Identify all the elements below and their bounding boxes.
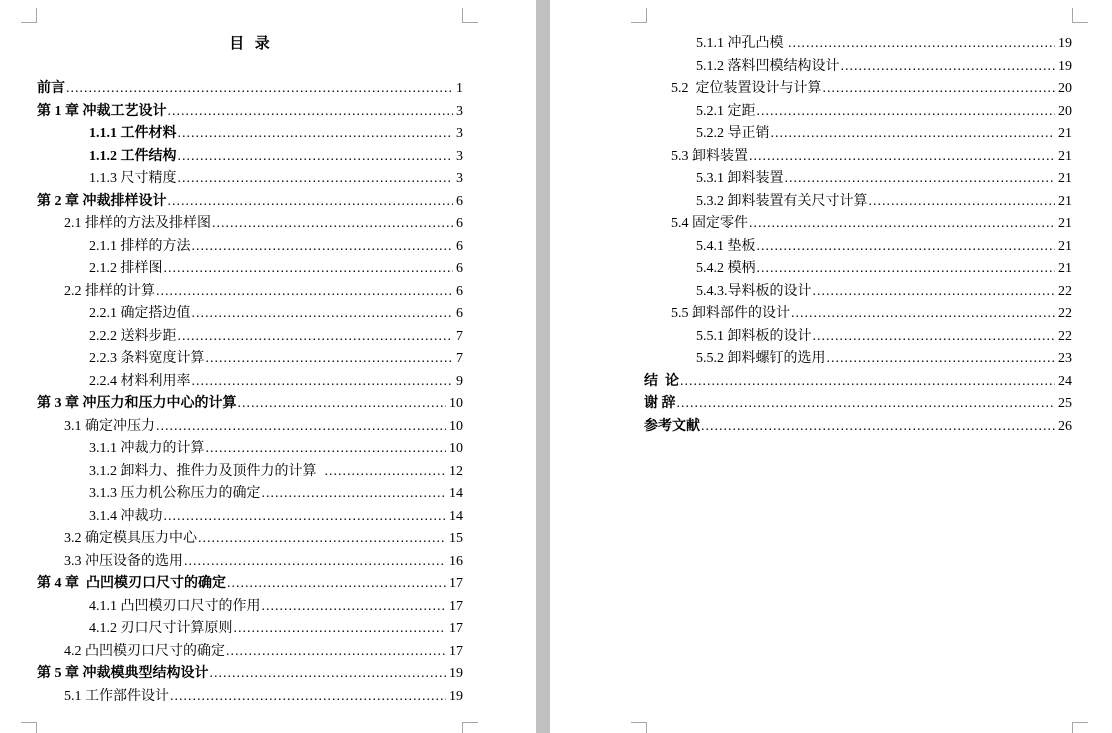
toc-entry-label: 5.4.1 垫板 <box>696 238 756 254</box>
toc-entry-label: 2.1 排样的方法及排样图 <box>64 216 211 231</box>
dot-leader <box>785 168 1056 191</box>
toc-entry[interactable] <box>37 146 463 169</box>
toc-entry[interactable] <box>644 393 1072 416</box>
toc-page-number: 17 <box>449 643 463 659</box>
toc-page-number: 21 <box>1058 126 1072 141</box>
toc-entry-label: 5.3.1 卸料装置 <box>696 171 784 186</box>
crop-mark-bottom-right <box>1072 722 1088 733</box>
toc-entry[interactable] <box>37 191 463 214</box>
toc-entry[interactable] <box>644 213 1072 236</box>
dot-leader <box>827 348 1056 371</box>
dot-leader <box>771 123 1056 146</box>
dot-leader <box>677 393 1056 416</box>
toc-page-number: 7 <box>456 328 463 344</box>
dot-leader <box>869 191 1056 214</box>
dot-leader <box>66 78 453 101</box>
toc-page-number: 14 <box>449 486 463 501</box>
toc-page-number: 6 <box>456 261 463 276</box>
dot-leader <box>226 641 446 664</box>
toc-entry[interactable] <box>37 258 463 281</box>
toc-entry-label: 3.1.2 卸料力、推件力及顶件力的计算 <box>89 463 324 479</box>
toc-page-number: 20 <box>1058 103 1072 119</box>
dot-leader <box>178 168 454 191</box>
dot-leader <box>184 551 446 574</box>
crop-mark-bottom-right <box>462 722 478 733</box>
dot-leader <box>212 213 453 236</box>
dot-leader <box>813 281 1056 304</box>
toc-entry-label: 5.5.2 卸料螺钉的选用 <box>696 351 826 366</box>
crop-mark-top-left <box>21 8 37 23</box>
toc-entry[interactable] <box>644 258 1072 281</box>
toc-page-number: 6 <box>456 306 463 321</box>
toc-entry-label: 1.1.2 工件结构 <box>89 148 177 164</box>
toc-page-number: 21 <box>1058 216 1072 231</box>
toc-entry[interactable] <box>37 371 463 394</box>
toc-page-number: 6 <box>456 193 463 209</box>
dot-leader <box>234 618 447 641</box>
dot-leader <box>178 123 454 146</box>
dot-leader <box>192 303 454 326</box>
toc-page-number: 26 <box>1058 418 1072 434</box>
toc-entry-label: 3.1.1 冲裁力的计算 <box>89 441 205 456</box>
dot-leader <box>156 281 453 304</box>
toc-entry-label: 5.2.1 定距 <box>696 103 756 119</box>
toc-page-number: 22 <box>1058 328 1072 344</box>
dot-leader <box>262 596 447 619</box>
toc-page-number: 20 <box>1058 81 1072 96</box>
toc-page-number: 1 <box>456 81 463 96</box>
crop-mark-bottom-left <box>21 722 37 733</box>
toc-page-1 <box>0 0 536 733</box>
toc-entry[interactable] <box>37 281 463 304</box>
toc-entry-label: 第 5 章 冲裁模典型结构设计 <box>37 666 209 681</box>
dot-leader <box>841 56 1056 79</box>
toc-entry-label: 3.3 冲压设备的选用 <box>64 553 183 569</box>
toc-entry[interactable] <box>37 528 463 551</box>
toc-entry[interactable] <box>37 123 463 146</box>
toc-entry-label: 2.2.3 条料宽度计算 <box>89 351 205 366</box>
toc-entry[interactable] <box>37 641 463 664</box>
toc-entry-label: 第 2 章 冲裁排样设计 <box>37 193 167 209</box>
dot-leader <box>168 101 454 124</box>
dot-leader <box>680 371 1055 394</box>
toc-page-number: 19 <box>449 688 463 704</box>
toc-page-number: 21 <box>1058 148 1072 164</box>
toc-page-number: 21 <box>1058 171 1072 186</box>
toc-page-number: 12 <box>449 463 463 479</box>
crop-mark-top-right <box>462 8 478 23</box>
dot-leader <box>192 371 454 394</box>
toc-page-2 <box>550 0 1112 733</box>
toc-entry-label: 2.2 排样的计算 <box>64 283 155 299</box>
toc-entry-label: 4.2 凸凹模刃口尺寸的确定 <box>64 643 225 659</box>
dot-leader <box>757 101 1056 124</box>
toc-entry-label: 结 论 <box>644 373 679 389</box>
toc-title: 目 录 <box>229 36 271 52</box>
toc-entry[interactable] <box>37 236 463 259</box>
toc-entry-label: 5.4.3.导料板的设计 <box>696 283 812 299</box>
toc-entry[interactable] <box>644 78 1072 101</box>
toc-entry[interactable] <box>37 303 463 326</box>
toc-entry[interactable] <box>37 663 463 686</box>
toc-entry[interactable] <box>37 213 463 236</box>
toc-entry-label: 第 1 章 冲裁工艺设计 <box>37 103 167 119</box>
toc-entry-label: 谢 辞 <box>644 396 676 411</box>
dot-leader <box>210 663 447 686</box>
toc-page-number: 17 <box>449 621 463 636</box>
dot-leader <box>701 416 1055 439</box>
toc-entry-label: 5.2.2 导正销 <box>696 126 770 141</box>
toc-entry-label: 5.1.2 落料凹模结构设计 <box>696 58 840 74</box>
dot-leader <box>206 438 447 461</box>
toc-page-number: 22 <box>1058 283 1072 299</box>
toc-entry[interactable] <box>37 596 463 619</box>
toc-page-number: 24 <box>1058 373 1072 389</box>
toc-entry[interactable] <box>644 348 1072 371</box>
toc-entry-label: 2.2.4 材料利用率 <box>89 373 191 389</box>
toc-entry[interactable] <box>37 573 463 596</box>
toc-page-number: 21 <box>1058 238 1072 254</box>
toc-entry-label: 4.1.1 凸凹模刃口尺寸的作用 <box>89 598 261 614</box>
crop-mark-bottom-left <box>631 722 647 733</box>
toc-entry-label: 4.1.2 刃口尺寸计算原则 <box>89 621 233 636</box>
toc-entry[interactable] <box>644 33 1072 56</box>
toc-entry-label: 3.2 确定模具压力中心 <box>64 531 197 546</box>
toc-entry-label: 1.1.1 工件材料 <box>89 126 177 141</box>
toc-entry-label: 5.5 卸料部件的设计 <box>671 306 790 321</box>
toc-page-number: 14 <box>449 508 463 524</box>
toc-entry-label: 2.1.2 排样图 <box>89 261 163 276</box>
toc-page-number: 23 <box>1058 351 1072 366</box>
toc-entry[interactable] <box>644 168 1072 191</box>
toc-entry-label: 2.1.1 排样的方法 <box>89 238 191 254</box>
toc-entry[interactable] <box>644 303 1072 326</box>
toc-entry-label: 第 4 章 凸凹模刃口尺寸的确定 <box>37 576 226 591</box>
toc-entry[interactable] <box>37 438 463 461</box>
toc-entry[interactable] <box>37 618 463 641</box>
page-divider <box>536 0 550 733</box>
toc-page-number: 16 <box>449 553 463 569</box>
dot-leader <box>749 213 1055 236</box>
toc-entry-label: 前言 <box>37 81 65 96</box>
toc-page-number: 6 <box>456 283 463 299</box>
dot-leader <box>788 33 1055 56</box>
toc-page-number: 17 <box>449 576 463 591</box>
dot-leader <box>823 78 1056 101</box>
dot-leader <box>178 326 454 349</box>
toc-page-number: 9 <box>456 373 463 389</box>
crop-mark-top-right <box>1072 8 1088 23</box>
toc-entry[interactable] <box>644 281 1072 304</box>
toc-page-number: 17 <box>449 598 463 614</box>
toc-entry[interactable] <box>644 146 1072 169</box>
toc-entry[interactable] <box>37 483 463 506</box>
dot-leader <box>757 258 1056 281</box>
toc-entry-label: 3.1 确定冲压力 <box>64 418 155 434</box>
toc-entry-label: 3.1.3 压力机公称压力的确定 <box>89 486 261 501</box>
toc-entry[interactable] <box>644 326 1072 349</box>
toc-entry[interactable] <box>37 551 463 574</box>
toc-page-number: 22 <box>1058 306 1072 321</box>
toc-page-number: 19 <box>1058 58 1072 74</box>
toc-page-number: 21 <box>1058 193 1072 209</box>
toc-entry[interactable] <box>37 168 463 191</box>
toc-page-number: 10 <box>449 418 463 434</box>
toc-entry[interactable] <box>644 236 1072 259</box>
dot-leader <box>198 528 446 551</box>
dot-leader <box>325 461 447 484</box>
toc-entry-label: 3.1.4 冲裁功 <box>89 508 163 524</box>
toc-entry[interactable] <box>644 191 1072 214</box>
toc-entry[interactable] <box>644 101 1072 124</box>
dot-leader <box>178 146 454 169</box>
toc-entry[interactable] <box>37 348 463 371</box>
toc-page-number: 21 <box>1058 261 1072 276</box>
toc-entries-page-1 <box>37 78 463 708</box>
dot-leader <box>206 348 454 371</box>
dot-leader <box>227 573 446 596</box>
dot-leader <box>164 258 454 281</box>
dot-leader <box>156 416 446 439</box>
dot-leader <box>168 191 454 214</box>
toc-entry[interactable] <box>37 686 463 709</box>
toc-entry[interactable] <box>37 461 463 484</box>
dot-leader <box>749 146 1055 169</box>
toc-entry[interactable] <box>37 416 463 439</box>
toc-entry-label: 第 3 章 冲压力和压力中心的计算 <box>37 396 237 411</box>
toc-page-number: 3 <box>456 148 463 164</box>
dot-leader <box>238 393 447 416</box>
dot-leader <box>813 326 1056 349</box>
toc-entry-label: 5.1 工作部件设计 <box>64 688 169 704</box>
toc-entry-label: 2.2.2 送料步距 <box>89 328 177 344</box>
toc-page-number: 6 <box>456 216 463 231</box>
dot-leader <box>757 236 1056 259</box>
toc-entry-label: 5.1.1 冲孔凸模 <box>696 36 787 51</box>
toc-page-number: 10 <box>449 396 463 411</box>
page-1-content <box>37 33 463 708</box>
toc-page-number: 3 <box>456 171 463 186</box>
toc-entry[interactable] <box>644 371 1072 394</box>
toc-entry[interactable] <box>37 326 463 349</box>
toc-entry[interactable] <box>644 123 1072 146</box>
toc-entry-label: 1.1.3 尺寸精度 <box>89 171 177 186</box>
toc-entry[interactable] <box>37 101 463 124</box>
crop-mark-top-left <box>631 8 647 23</box>
toc-page-number: 7 <box>456 351 463 366</box>
toc-entry[interactable] <box>37 393 463 416</box>
toc-page-number: 6 <box>456 238 463 254</box>
toc-entry-label: 5.3.2 卸料装置有关尺寸计算 <box>696 193 868 209</box>
dot-leader <box>164 506 447 529</box>
toc-page-number: 19 <box>1058 36 1072 51</box>
dot-leader <box>170 686 446 709</box>
toc-page-number: 3 <box>456 103 463 119</box>
dot-leader <box>192 236 454 259</box>
toc-entry[interactable] <box>644 56 1072 79</box>
toc-page-number: 3 <box>456 126 463 141</box>
page-2-content <box>644 33 1072 438</box>
toc-entry-label: 5.2 定位装置设计与计算 <box>671 81 822 96</box>
toc-entry[interactable] <box>644 416 1072 439</box>
dot-leader <box>262 483 447 506</box>
toc-entry-label: 5.4 固定零件 <box>671 216 748 231</box>
toc-entry-label: 2.2.1 确定搭边值 <box>89 306 191 321</box>
toc-entry[interactable] <box>37 506 463 529</box>
toc-entry-label: 5.5.1 卸料板的设计 <box>696 328 812 344</box>
toc-entry-label: 参考文献 <box>644 418 700 434</box>
toc-entry[interactable] <box>37 78 463 101</box>
dot-leader <box>791 303 1055 326</box>
toc-page-number: 15 <box>449 531 463 546</box>
toc-page-number: 10 <box>449 441 463 456</box>
toc-entries-page-2 <box>644 33 1072 438</box>
toc-entry-label: 5.4.2 模柄 <box>696 261 756 276</box>
toc-entry-label: 5.3 卸料装置 <box>671 148 748 164</box>
toc-page-number: 19 <box>449 666 463 681</box>
toc-page-number: 25 <box>1058 396 1072 411</box>
